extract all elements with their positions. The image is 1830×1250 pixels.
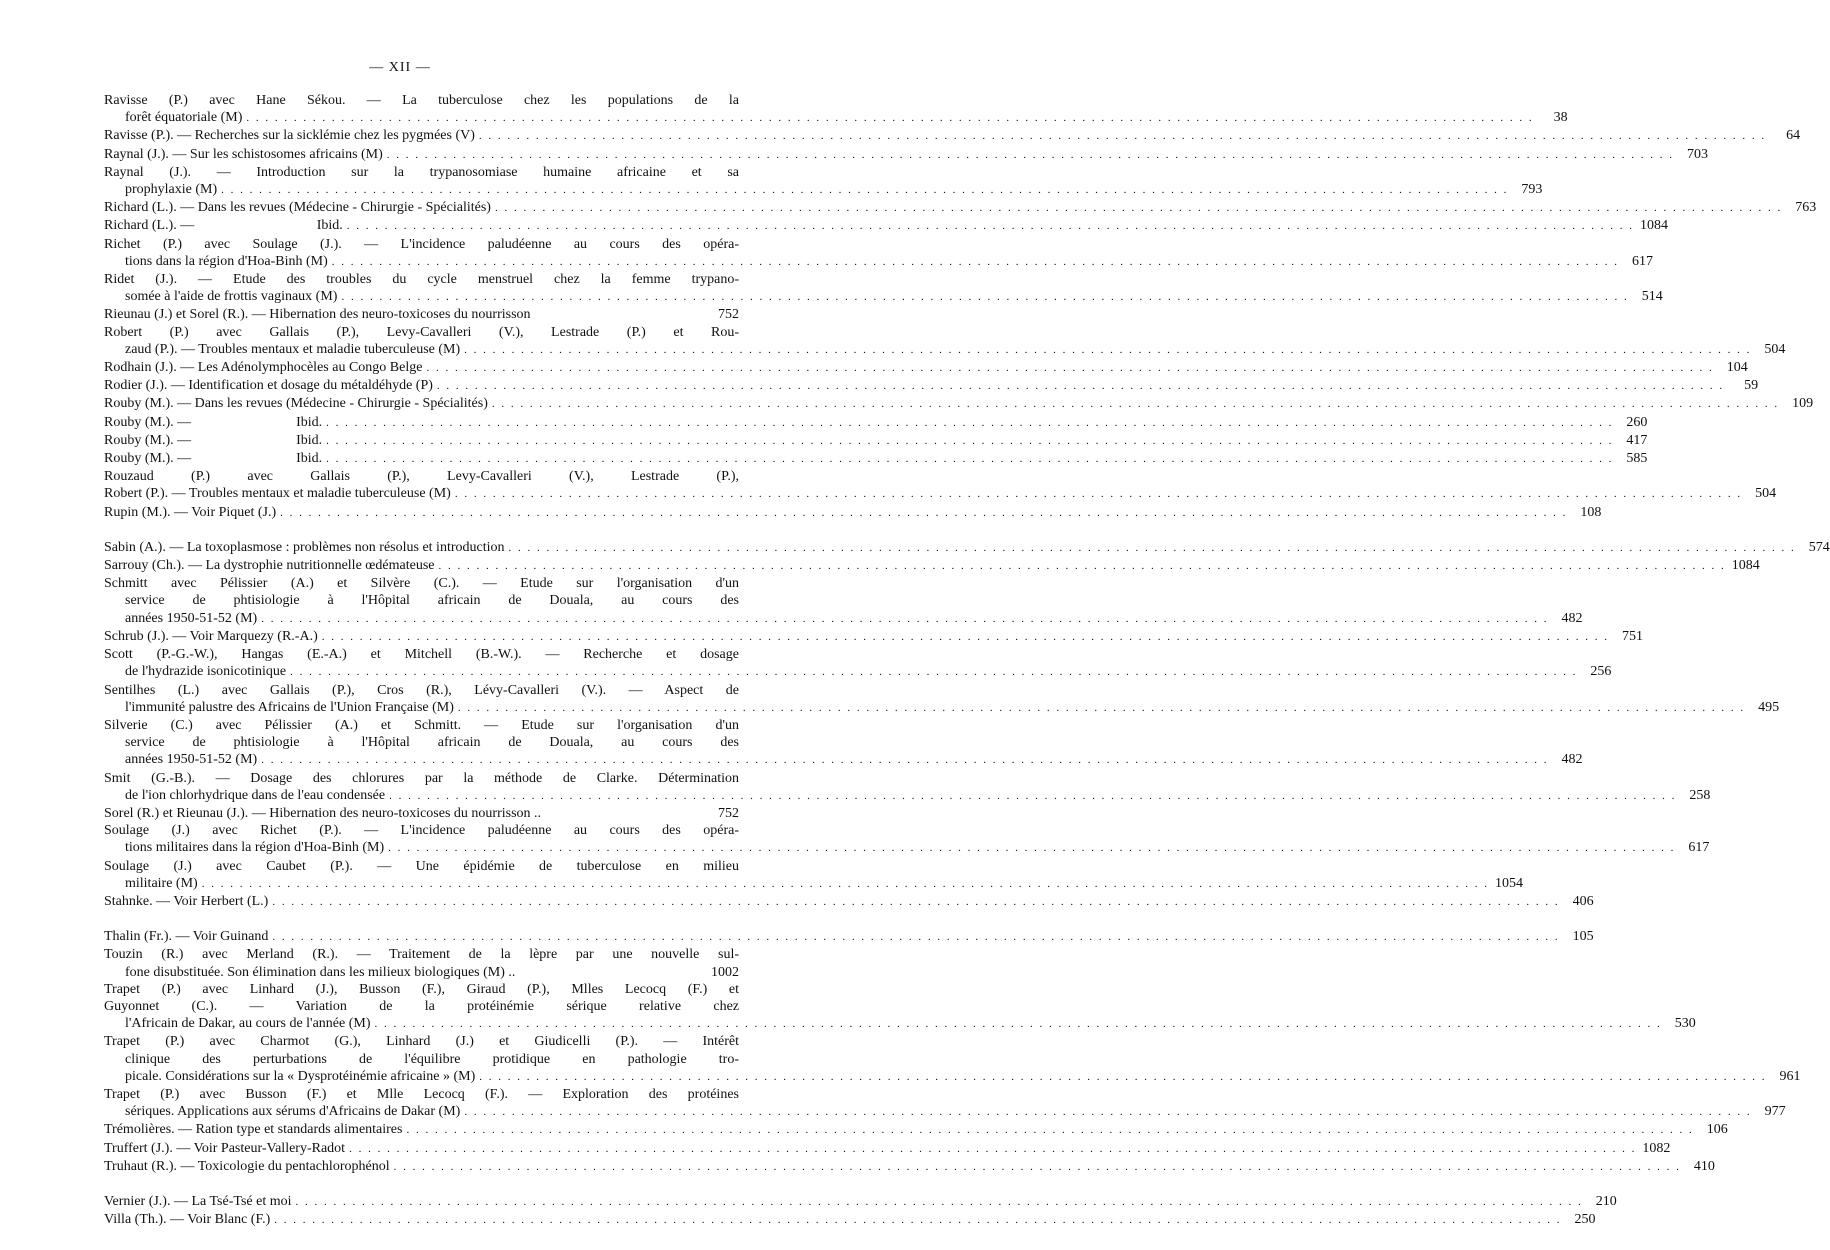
entry-text: Raynal (J.). — Introduction sur la trypanosomiase humaine africaine et sa	[104, 164, 739, 180]
entry-line	[104, 468, 739, 485]
page-reference: 104	[1726, 360, 1748, 376]
index-entry	[104, 928, 1594, 946]
page-reference: 210	[1595, 1193, 1617, 1209]
index-entry	[104, 324, 1786, 359]
dot-leader	[341, 289, 1628, 306]
entry-line	[104, 1033, 739, 1050]
entry-line	[104, 1103, 1786, 1121]
entry-text: Richard (L.). — Ibid.	[104, 218, 343, 234]
entry-line	[104, 1158, 1715, 1176]
entry-line	[104, 324, 739, 341]
entry-line	[104, 92, 739, 109]
entry-text: sériques. Applications aux sérums d'Africains de Dakar (M)	[125, 1104, 461, 1120]
page-reference: 961	[1779, 1068, 1801, 1084]
page-reference: 514	[1641, 289, 1663, 305]
index-entry	[104, 127, 1801, 145]
dot-leader	[464, 342, 1751, 359]
page-reference: 1084	[1731, 558, 1760, 574]
entry-line	[104, 964, 739, 981]
page-reference: 410	[1693, 1158, 1715, 1174]
dot-leader	[221, 182, 1508, 199]
entry-text: années 1950-51-52 (M)	[125, 610, 258, 626]
entry-line	[104, 628, 1643, 646]
dot-leader	[246, 110, 1533, 127]
entry-line	[104, 839, 1710, 857]
entry-text: Trapet (P.) avec Charmot (G.), Linhard (J.) et Giudicelli (P.). — Intérêt	[104, 1034, 739, 1050]
page-reference: 1054	[1494, 875, 1523, 891]
entry-line	[104, 164, 739, 181]
index-entry	[104, 682, 1780, 717]
entry-text: Richet (P.) avec Soulage (J.). — L'incidence paludéenne au cours des opéra-	[104, 236, 739, 252]
page-reference: 260	[1626, 414, 1648, 430]
entry-line	[104, 1121, 1728, 1139]
page-reference: 574	[1808, 539, 1830, 555]
page-reference: 250	[1574, 1212, 1596, 1228]
page-reference: 1082	[1642, 1140, 1671, 1156]
index-section	[104, 928, 1801, 1176]
entry-text: Rodhain (J.). — Les Adénolymphocèles au Congo Belge	[104, 360, 423, 376]
index-entry	[104, 893, 1594, 911]
page-reference: 504	[1755, 486, 1777, 502]
dot-leader	[387, 147, 1674, 164]
entry-line	[104, 414, 1648, 432]
dot-leader	[388, 840, 1675, 857]
entry-line	[104, 610, 1583, 628]
dot-leader	[479, 1069, 1766, 1086]
entry-line	[104, 858, 739, 875]
index-section	[104, 1193, 1617, 1229]
entry-line	[104, 1140, 1671, 1158]
page-reference: 256	[1590, 664, 1612, 680]
entry-text: clinique des perturbations de l'équilibre protidique en pathologie tro-	[125, 1051, 739, 1067]
entry-line	[104, 734, 739, 751]
entry-line	[104, 271, 739, 288]
entry-text: militaire (M)	[125, 875, 198, 891]
entry-line	[104, 288, 1663, 306]
dot-leader	[272, 929, 1559, 946]
page-reference: 59	[1744, 378, 1759, 394]
entry-line	[104, 341, 1786, 359]
entry-text: prophylaxie (M)	[125, 182, 218, 198]
dot-leader	[509, 540, 1796, 557]
entry-line	[104, 928, 1594, 946]
page-number: — XII —	[369, 60, 431, 75]
index-entry	[104, 770, 1711, 805]
page-reference: 751	[1621, 628, 1643, 644]
entry-text: Soulage (J.) avec Caubet (P.). — Une épidémie de tuberculose en milieu	[104, 858, 739, 874]
page-reference: 793	[1521, 182, 1543, 198]
entry-text: picale. Considérations sur la « Dysprotéinémie africaine » (M)	[125, 1068, 476, 1084]
entry-line	[104, 751, 1583, 769]
entry-text: Rouby (M.). — Ibid.	[104, 451, 323, 467]
entry-line	[104, 682, 739, 699]
dot-leader	[349, 1141, 1636, 1158]
entry-line	[104, 450, 1648, 468]
dot-leader	[261, 611, 1548, 628]
index-entry	[104, 395, 1814, 413]
entry-text: Trapet (P.) avec Linhard (J.), Busson (F.), Giraud (P.), Mlles Lecocq (F.) et	[104, 981, 739, 997]
dot-leader	[495, 200, 1782, 217]
entry-text: années 1950-51-52 (M)	[125, 752, 258, 768]
dot-leader	[272, 894, 1559, 911]
page-reference: 495	[1758, 699, 1780, 715]
entry-line	[104, 181, 1543, 199]
dot-leader	[202, 876, 1489, 893]
entry-text: Villa (Th.). — Voir Blanc (F.)	[104, 1212, 271, 1228]
entry-text: Schrub (J.). — Voir Marquezy (R.-A.)	[104, 628, 318, 644]
entry-text: Guyonnet (C.). — Variation de la protéinémie sérique relative chez	[104, 998, 739, 1014]
entry-line	[104, 395, 1814, 413]
entry-line	[104, 592, 739, 609]
page-reference: 482	[1561, 752, 1583, 768]
entry-text: Ravisse (P.). — Recherches sur la sicklémie chez les pygmées (V)	[104, 128, 475, 144]
dot-leader	[389, 788, 1676, 805]
entry-text: Soulage (J.) avec Richet (P.). — L'incidence paludéenne au cours des opéra-	[104, 823, 739, 839]
entry-line	[104, 1051, 739, 1068]
index-entry	[104, 1121, 1728, 1139]
page-reference: 585	[1626, 451, 1648, 467]
dot-leader	[492, 396, 1779, 413]
entry-line	[104, 199, 1817, 217]
page-reference: 64	[1786, 128, 1801, 144]
entry-line	[104, 699, 1780, 717]
index-entry	[104, 946, 739, 980]
entry-line	[104, 875, 1523, 893]
entry-text: Rupin (M.). — Voir Piquet (J.)	[104, 504, 277, 520]
index-entry	[104, 450, 1648, 468]
entry-text: fone disubstituée. Son élimination dans les milieux biologiques (M) ..	[125, 964, 516, 980]
page-reference: 1002	[711, 964, 739, 980]
entry-line	[104, 217, 1668, 235]
entry-text: Scott (P.-G.-W.), Hangas (E.-A.) et Mitchell (B.-W.). — Recherche et dosage	[104, 647, 739, 663]
entry-line	[104, 127, 1801, 145]
dot-leader	[274, 1212, 1561, 1229]
entry-line	[104, 359, 1748, 377]
entry-text: Touzin (R.) avec Merland (R.). — Traitement de la lèpre par une nouvelle sul-	[104, 947, 739, 963]
dot-leader	[458, 700, 1745, 717]
entry-text: Sabin (A.). — La toxoplasmose : problèmes non résolus et introduction	[104, 539, 505, 555]
page-reference: 530	[1674, 1016, 1696, 1032]
entry-line	[104, 998, 739, 1015]
index-entry	[104, 822, 1710, 857]
dot-leader	[280, 505, 1567, 522]
entry-text: Truffert (J.). — Voir Pasteur-Vallery-Radot	[104, 1140, 346, 1156]
index-entry	[104, 432, 1648, 450]
index-entry	[104, 628, 1643, 646]
index-entry	[104, 805, 739, 822]
entry-line	[104, 805, 739, 822]
index-entry	[104, 377, 1759, 395]
index-entry	[104, 306, 739, 323]
entry-text: tions dans la région d'Hoa-Binh (M)	[125, 253, 328, 269]
section-gap	[104, 1176, 739, 1193]
entry-text: somée à l'aide de frottis vaginaux (M)	[125, 289, 338, 305]
index-entry	[104, 271, 1663, 306]
entry-line	[104, 557, 1760, 575]
entry-text: forêt équatoriale (M)	[125, 110, 243, 126]
entry-text: Trapet (P.) avec Busson (F.) et Mlle Lecocq (F.). — Exploration des protéines	[104, 1086, 739, 1102]
page-reference: 752	[718, 307, 739, 323]
index-entry	[104, 146, 1709, 164]
page-reference: 977	[1764, 1104, 1786, 1120]
entry-text: Richard (L.). — Dans les revues (Médecine - Chirurgie - Spécialités)	[104, 200, 491, 216]
index-entry	[104, 717, 1583, 770]
index-entry	[104, 1193, 1617, 1211]
dot-leader	[375, 1016, 1662, 1033]
entry-text: tions militaires dans la région d'Hoa-Binh (M)	[125, 840, 385, 856]
entry-line	[104, 770, 739, 787]
index-entry	[104, 414, 1648, 432]
entry-text: Robert (P.). — Troubles mentaux et maladie tuberculeuse (M)	[104, 486, 451, 502]
index-entry	[104, 1211, 1596, 1229]
dot-leader	[332, 254, 1619, 271]
page-reference: 109	[1792, 396, 1814, 412]
page-reference: 108	[1580, 504, 1602, 520]
entry-line	[104, 1068, 1801, 1086]
entry-line	[104, 663, 1612, 681]
entry-text: Ridet (J.). — Etude des troubles du cycle menstruel chez la femme trypano-	[104, 272, 739, 288]
entry-text: Vernier (J.). — La Tsé-Tsé et moi	[104, 1193, 292, 1209]
page-reference: 38	[1553, 110, 1568, 126]
entry-text: Rouby (M.). — Ibid.	[104, 432, 323, 448]
entry-text: l'immunité palustre des Africains de l'Union Française (M)	[125, 699, 454, 715]
dot-leader	[426, 360, 1713, 377]
index-entry	[104, 359, 1748, 377]
page-reference: 617	[1632, 253, 1654, 269]
page-reference: 763	[1795, 200, 1817, 216]
entry-text: Silverie (C.) avec Pélissier (A.) et Schmitt. — Etude sur l'organisation d'un	[104, 717, 739, 733]
dot-leader	[261, 752, 1548, 769]
entry-text: service de phtisiologie à l'Hôpital africain de Douala, au cours des	[125, 735, 739, 751]
entry-text: Rieunau (J.) et Sorel (R.). — Hibernation des neuro-toxicoses du nourrisson	[104, 307, 531, 323]
entry-line	[104, 432, 1648, 450]
page-reference: 703	[1687, 146, 1709, 162]
index-entry	[104, 504, 1602, 522]
entry-line	[104, 575, 739, 592]
entry-line	[104, 717, 739, 734]
index-entry	[104, 164, 1543, 199]
dot-leader	[290, 664, 1577, 681]
dot-leader	[438, 558, 1725, 575]
index-entry	[104, 468, 1777, 503]
page-reference: 482	[1561, 610, 1583, 626]
entry-text: Sentilhes (L.) avec Gallais (P.), Cros (R.), Lévy-Cavalleri (V.). — Aspect de	[104, 682, 739, 698]
entry-text: zaud (P.). — Troubles mentaux et maladie tuberculeuse (M)	[125, 341, 461, 357]
index-entry	[104, 575, 1583, 628]
index-entry	[104, 646, 1612, 681]
page-reference: 105	[1572, 929, 1594, 945]
entry-text: Raynal (J.). — Sur les schistosomes africains (M)	[104, 146, 383, 162]
index-entry	[104, 557, 1760, 575]
entry-line	[104, 539, 1830, 557]
entry-line	[104, 787, 1711, 805]
entry-line	[104, 1211, 1596, 1229]
dot-leader	[479, 128, 1766, 145]
entry-line	[104, 146, 1709, 164]
entry-text: Stahnke. — Voir Herbert (L.)	[104, 893, 269, 909]
entry-line	[104, 306, 739, 323]
section-gap	[104, 522, 739, 539]
entry-text: Schmitt avec Pélissier (A.) et Silvère (C.). — Etude sur l'organisation d'un	[104, 576, 739, 592]
entry-text: Smit (G.-B.). — Dosage des chlorures par la méthode de Clarke. Détermination	[104, 770, 739, 786]
page-reference: 417	[1626, 432, 1648, 448]
page-reference: 752	[718, 805, 739, 821]
entry-line	[104, 377, 1759, 395]
entry-line	[104, 504, 1602, 522]
entry-line	[104, 109, 1568, 127]
entry-text: Rouzaud (P.) avec Gallais (P.), Levy-Cavalleri (V.), Lestrade (P.),	[104, 469, 739, 485]
entry-text: de l'ion chlorhydrique dans de l'eau condensée	[125, 787, 386, 803]
index-entry	[104, 539, 1830, 557]
entry-text: Truhaut (R.). — Toxicologie du pentachlorophénol	[104, 1158, 390, 1174]
entry-line	[104, 1193, 1617, 1211]
index-section	[104, 539, 1830, 911]
section-gap	[104, 911, 739, 928]
entry-line	[104, 1086, 739, 1103]
dot-leader	[455, 486, 1742, 503]
page-reference: 406	[1572, 893, 1594, 909]
entry-text: Rodier (J.). — Identification et dosage du métaldéhyde (P)	[104, 378, 433, 394]
index-entry	[104, 981, 1696, 1034]
dot-leader	[406, 1122, 1693, 1139]
entry-line	[104, 1015, 1696, 1033]
entry-line	[104, 236, 739, 253]
page-reference: 617	[1688, 840, 1710, 856]
page-reference: 258	[1689, 787, 1711, 803]
entry-line	[104, 646, 739, 663]
dot-leader	[464, 1104, 1751, 1121]
entry-line	[104, 981, 739, 998]
page-reference: 504	[1764, 341, 1786, 357]
entry-line	[104, 485, 1777, 503]
entry-text: de l'hydrazide isonicotinique	[125, 664, 287, 680]
index-entry	[104, 236, 1654, 271]
entry-text: Sorel (R.) et Rieunau (J.). — Hibernation des neuro-toxicoses du nourrisson ..	[104, 805, 542, 821]
index-entry	[104, 1140, 1671, 1158]
page-reference: 106	[1706, 1122, 1728, 1138]
entry-text: Robert (P.) avec Gallais (P.), Levy-Cavalleri (V.), Lestrade (P.) et Rou-	[104, 324, 739, 340]
index-entry	[104, 1086, 1786, 1121]
dot-leader	[296, 1194, 1583, 1211]
entry-text: Thalin (Fr.). — Voir Guinand	[104, 929, 269, 945]
entry-text: Rouby (M.). — Ibid.	[104, 414, 323, 430]
entry-text: service de phtisiologie à l'Hôpital africain de Douala, au cours des	[125, 593, 739, 609]
dot-leader	[326, 415, 1613, 432]
page-reference: 1084	[1640, 218, 1668, 234]
dot-leader	[394, 1159, 1681, 1176]
entry-line	[104, 822, 739, 839]
dot-leader	[326, 433, 1613, 450]
entry-text: l'Africain de Dakar, au cours de l'année (M)	[125, 1016, 371, 1032]
index-entry	[104, 199, 1817, 217]
dot-leader	[437, 378, 1724, 395]
entry-line	[104, 946, 739, 963]
index-entry	[104, 92, 1568, 127]
dot-leader	[326, 451, 1613, 468]
index-entry	[104, 217, 1668, 235]
entry-text: Ravisse (P.) avec Hane Sékou. — La tuberculose chez les populations de la	[104, 93, 739, 108]
index-section	[104, 92, 1817, 522]
entry-text: Rouby (M.). — Dans les revues (Médecine - Chirurgie - Spécialités)	[104, 396, 488, 412]
entry-line	[104, 893, 1594, 911]
index-entry	[104, 1033, 1801, 1086]
author-index	[104, 92, 1830, 1229]
index-entry	[104, 858, 1523, 893]
dot-leader	[322, 629, 1609, 646]
entry-text: Trémolières. — Ration type et standards alimentaires	[104, 1122, 403, 1138]
dot-leader	[347, 218, 1634, 235]
entry-line	[104, 253, 1654, 271]
index-entry	[104, 1158, 1715, 1176]
entry-text: Sarrouy (Ch.). — La dystrophie nutritionnelle œdémateuse	[104, 558, 435, 574]
